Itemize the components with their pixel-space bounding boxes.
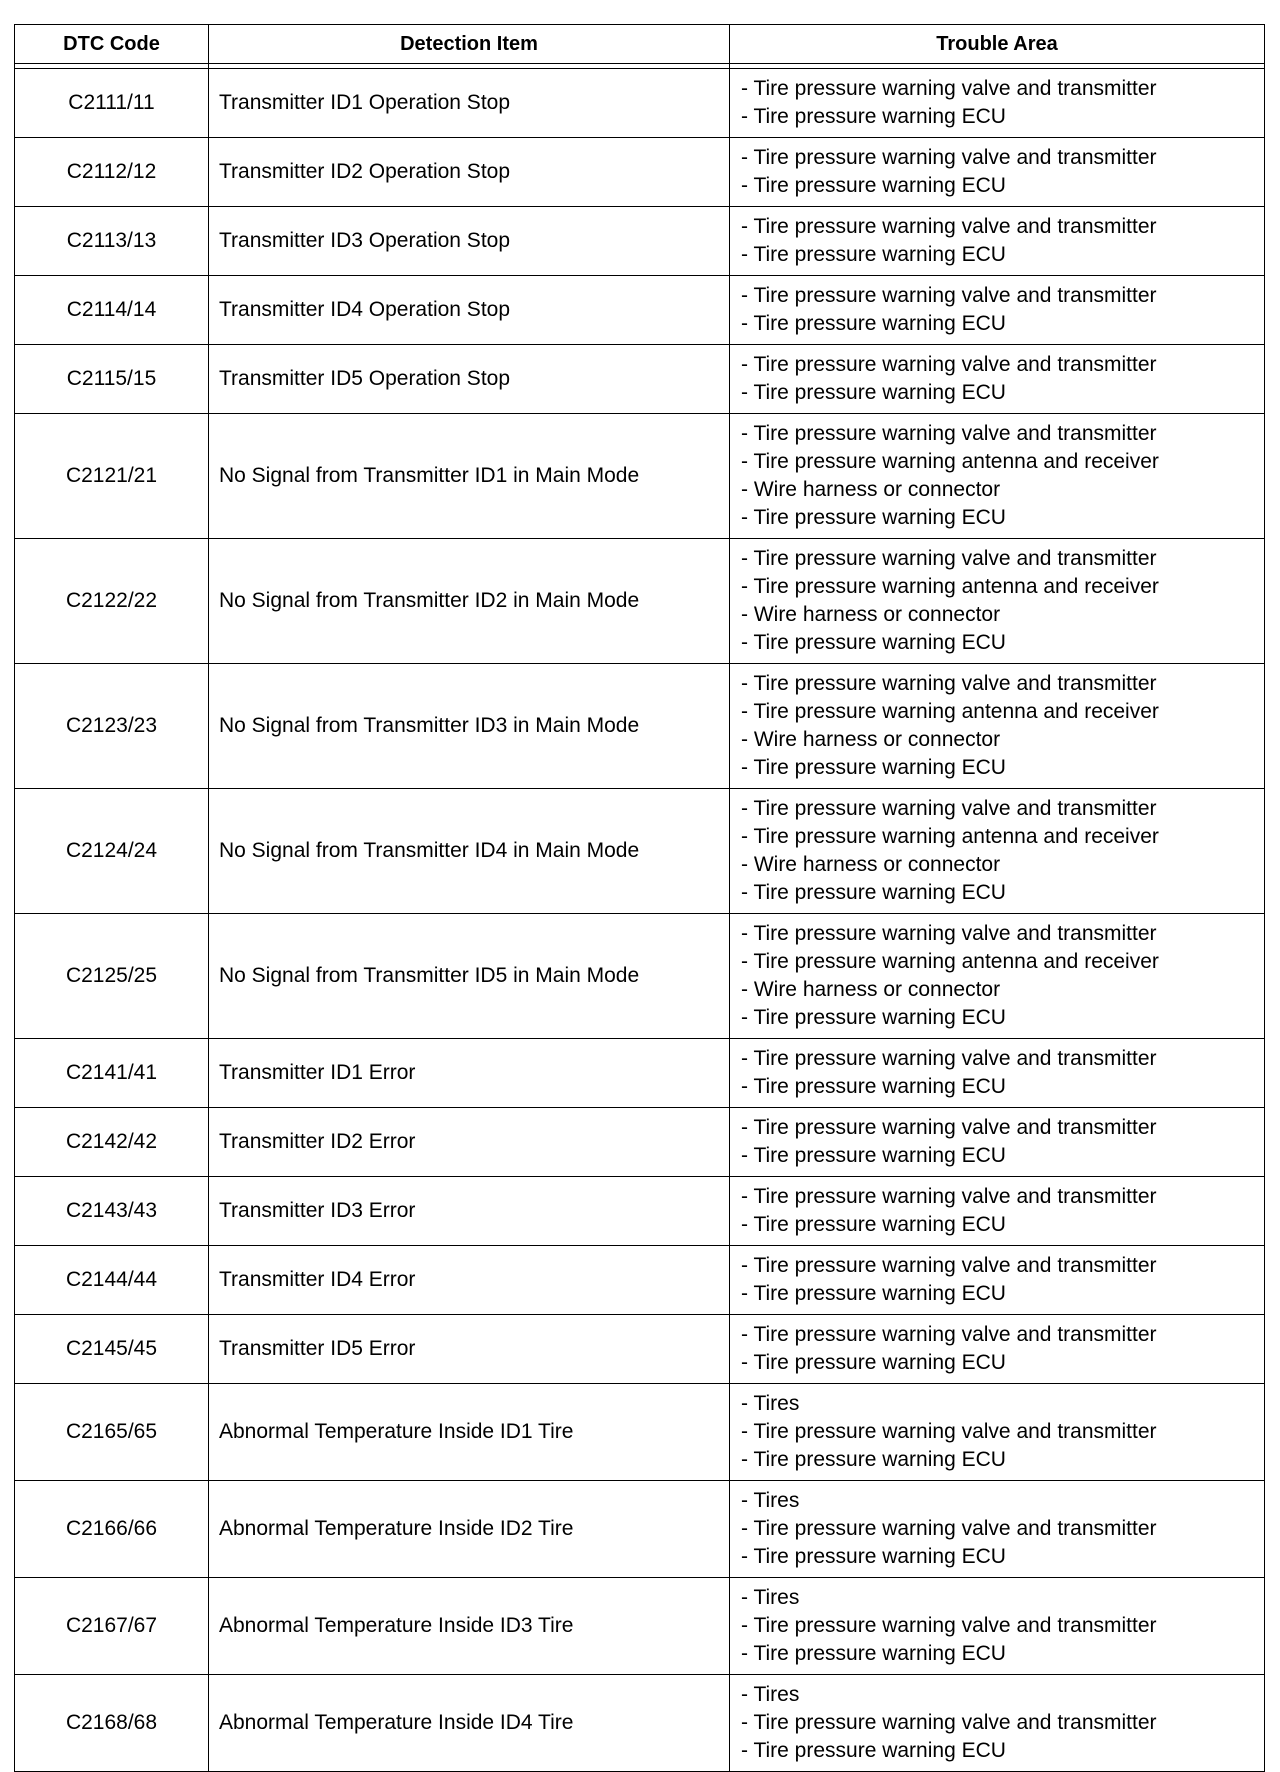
trouble-area-item: - Tire pressure warning ECU: [741, 1642, 1006, 1665]
trouble-area-item: - Tire pressure warning ECU: [741, 312, 1006, 335]
trouble-area-item: - Tires: [741, 1489, 800, 1512]
table-row: [15, 1481, 1265, 1578]
trouble-area-item: - Tire pressure warning valve and transmitter: [741, 146, 1157, 169]
trouble-area-cell: [730, 345, 1265, 414]
trouble-area-item: - Tire pressure warning ECU: [741, 1448, 1006, 1471]
trouble-area-item: - Tire pressure warning antenna and receiver: [741, 700, 1159, 723]
trouble-area-item: - Tire pressure warning valve and transmitter: [741, 353, 1157, 376]
dtc-code-cell: C2111/11: [15, 69, 209, 138]
trouble-area-item: - Tire pressure warning ECU: [741, 1006, 1006, 1029]
trouble-area-item: - Tire pressure warning valve and transmitter: [741, 797, 1157, 820]
trouble-area-item: - Tires: [741, 1586, 800, 1609]
dtc-code-cell: C2167/67: [15, 1578, 209, 1675]
detection-item-cell: Abnormal Temperature Inside ID2 Tire: [209, 1481, 730, 1578]
trouble-area-item: - Tire pressure warning valve and transmitter: [741, 672, 1157, 695]
dtc-code-cell: C2144/44: [15, 1246, 209, 1315]
trouble-area-cell: [730, 69, 1265, 138]
trouble-area-cell: [730, 138, 1265, 207]
trouble-area-cell: [730, 664, 1265, 789]
trouble-area-cell: [730, 1481, 1265, 1578]
trouble-area-cell: [730, 414, 1265, 539]
trouble-area-item: - Tire pressure warning valve and transmitter: [741, 1254, 1157, 1277]
trouble-area-item: - Tire pressure warning valve and transmitter: [741, 1185, 1157, 1208]
dtc-code-cell: C2145/45: [15, 1315, 209, 1384]
trouble-area-cell: [730, 1039, 1265, 1108]
table-row: [15, 1177, 1265, 1246]
table-row: [15, 914, 1265, 1039]
trouble-area-item: - Tire pressure warning antenna and receiver: [741, 450, 1159, 473]
trouble-area-item: - Tire pressure warning ECU: [741, 1739, 1006, 1762]
trouble-area-item: - Tire pressure warning ECU: [741, 1545, 1006, 1568]
trouble-area-item: - Tire pressure warning ECU: [741, 1213, 1006, 1236]
detection-item-cell: Transmitter ID1 Error: [209, 1039, 730, 1108]
trouble-area-cell: [730, 207, 1265, 276]
trouble-area-item: - Tire pressure warning ECU: [741, 506, 1006, 529]
dtc-code-cell: C2168/68: [15, 1675, 209, 1772]
dtc-code-cell: C2123/23: [15, 664, 209, 789]
trouble-area-item: - Tires: [741, 1392, 800, 1415]
trouble-area-item: - Tire pressure warning valve and transmitter: [741, 922, 1157, 945]
detection-item-cell: Abnormal Temperature Inside ID1 Tire: [209, 1384, 730, 1481]
detection-item-cell: Transmitter ID3 Error: [209, 1177, 730, 1246]
detection-item-cell: Transmitter ID2 Operation Stop: [209, 138, 730, 207]
trouble-area-item: - Tire pressure warning valve and transmitter: [741, 1323, 1157, 1346]
trouble-area-cell: [730, 1246, 1265, 1315]
detection-item-cell: No Signal from Transmitter ID5 in Main Mode: [209, 914, 730, 1039]
trouble-area-item: - Tire pressure warning antenna and receiver: [741, 825, 1159, 848]
trouble-area-item: - Tire pressure warning valve and transmitter: [741, 1420, 1157, 1443]
trouble-area-item: - Tire pressure warning valve and transmitter: [741, 1517, 1157, 1540]
header-detection-item: Detection Item: [209, 25, 730, 64]
header-dtc-code: DTC Code: [15, 25, 209, 64]
trouble-area-item: - Tire pressure warning antenna and receiver: [741, 950, 1159, 973]
trouble-area-cell: [730, 914, 1265, 1039]
table-row: [15, 1384, 1265, 1481]
dtc-code-cell: C2122/22: [15, 539, 209, 664]
trouble-area-item: - Tire pressure warning antenna and receiver: [741, 575, 1159, 598]
detection-item-cell: Transmitter ID3 Operation Stop: [209, 207, 730, 276]
table-row: [15, 69, 1265, 138]
trouble-area-item: - Tire pressure warning ECU: [741, 881, 1006, 904]
table-body: [15, 64, 1265, 1772]
table-row: [15, 1675, 1265, 1772]
trouble-area-cell: [730, 1177, 1265, 1246]
dtc-code-cell: C2115/15: [15, 345, 209, 414]
table-row: [15, 345, 1265, 414]
trouble-area-item: - Wire harness or connector: [741, 853, 1001, 876]
trouble-area-item: - Tire pressure warning ECU: [741, 756, 1006, 779]
trouble-area-item: - Tires: [741, 1683, 800, 1706]
table-row: [15, 789, 1265, 914]
table-row: [15, 539, 1265, 664]
dtc-code-cell: C2125/25: [15, 914, 209, 1039]
trouble-area-item: - Tire pressure warning ECU: [741, 243, 1006, 266]
trouble-area-item: - Tire pressure warning valve and transmitter: [741, 77, 1157, 100]
detection-item-cell: No Signal from Transmitter ID3 in Main Mode: [209, 664, 730, 789]
trouble-area-item: - Wire harness or connector: [741, 978, 1001, 1001]
detection-item-cell: Transmitter ID5 Operation Stop: [209, 345, 730, 414]
dtc-code-cell: C2142/42: [15, 1108, 209, 1177]
trouble-area-item: - Tire pressure warning ECU: [741, 174, 1006, 197]
trouble-area-item: - Tire pressure warning ECU: [741, 631, 1006, 654]
table-row: [15, 138, 1265, 207]
table-row: [15, 207, 1265, 276]
trouble-area-cell: [730, 276, 1265, 345]
trouble-area-item: - Wire harness or connector: [741, 728, 1001, 751]
trouble-area-cell: [730, 1108, 1265, 1177]
table-row: [15, 414, 1265, 539]
trouble-area-item: - Tire pressure warning valve and transmitter: [741, 1711, 1157, 1734]
trouble-area-item: - Tire pressure warning ECU: [741, 1144, 1006, 1167]
detection-item-cell: No Signal from Transmitter ID1 in Main Mode: [209, 414, 730, 539]
table-row: [15, 1039, 1265, 1108]
trouble-area-item: - Tire pressure warning ECU: [741, 1282, 1006, 1305]
detection-item-cell: Abnormal Temperature Inside ID3 Tire: [209, 1578, 730, 1675]
dtc-code-cell: C2114/14: [15, 276, 209, 345]
trouble-area-cell: [730, 1384, 1265, 1481]
table-row: [15, 276, 1265, 345]
trouble-area-cell: [730, 1315, 1265, 1384]
trouble-area-item: - Tire pressure warning valve and transmitter: [741, 422, 1157, 445]
trouble-area-cell: [730, 539, 1265, 664]
trouble-area-item: - Tire pressure warning valve and transmitter: [741, 215, 1157, 238]
table-row: [15, 1578, 1265, 1675]
dtc-code-cell: C2124/24: [15, 789, 209, 914]
trouble-area-item: - Tire pressure warning valve and transmitter: [741, 1047, 1157, 1070]
trouble-area-item: - Tire pressure warning valve and transmitter: [741, 284, 1157, 307]
dtc-code-cell: C2112/12: [15, 138, 209, 207]
detection-item-cell: Transmitter ID1 Operation Stop: [209, 69, 730, 138]
trouble-area-item: - Wire harness or connector: [741, 603, 1001, 626]
trouble-area-item: - Tire pressure warning valve and transmitter: [741, 1614, 1157, 1637]
trouble-area-item: - Tire pressure warning valve and transmitter: [741, 547, 1157, 570]
table-row: [15, 1315, 1265, 1384]
table-row: [15, 664, 1265, 789]
trouble-area-item: - Wire harness or connector: [741, 478, 1001, 501]
table-row: [15, 1108, 1265, 1177]
dtc-code-cell: C2121/21: [15, 414, 209, 539]
dtc-code-cell: C2165/65: [15, 1384, 209, 1481]
detection-item-cell: Transmitter ID4 Operation Stop: [209, 276, 730, 345]
trouble-area-item: - Tire pressure warning ECU: [741, 1075, 1006, 1098]
header-row: [15, 25, 1265, 64]
detection-item-cell: No Signal from Transmitter ID2 in Main Mode: [209, 539, 730, 664]
dtc-table: [14, 24, 1265, 1772]
table-row: [15, 1246, 1265, 1315]
detection-item-cell: Transmitter ID4 Error: [209, 1246, 730, 1315]
dtc-code-cell: C2166/66: [15, 1481, 209, 1578]
trouble-area-cell: [730, 1675, 1265, 1772]
trouble-area-item: - Tire pressure warning ECU: [741, 381, 1006, 404]
trouble-area-item: - Tire pressure warning ECU: [741, 1351, 1006, 1374]
detection-item-cell: Transmitter ID2 Error: [209, 1108, 730, 1177]
dtc-code-cell: C2113/13: [15, 207, 209, 276]
detection-item-cell: Transmitter ID5 Error: [209, 1315, 730, 1384]
trouble-area-cell: [730, 789, 1265, 914]
header-trouble-area: Trouble Area: [730, 25, 1265, 64]
detection-item-cell: No Signal from Transmitter ID4 in Main Mode: [209, 789, 730, 914]
trouble-area-item: - Tire pressure warning valve and transmitter: [741, 1116, 1157, 1139]
dtc-code-cell: C2143/43: [15, 1177, 209, 1246]
detection-item-cell: Abnormal Temperature Inside ID4 Tire: [209, 1675, 730, 1772]
dtc-code-cell: C2141/41: [15, 1039, 209, 1108]
trouble-area-item: - Tire pressure warning ECU: [741, 105, 1006, 128]
trouble-area-cell: [730, 1578, 1265, 1675]
